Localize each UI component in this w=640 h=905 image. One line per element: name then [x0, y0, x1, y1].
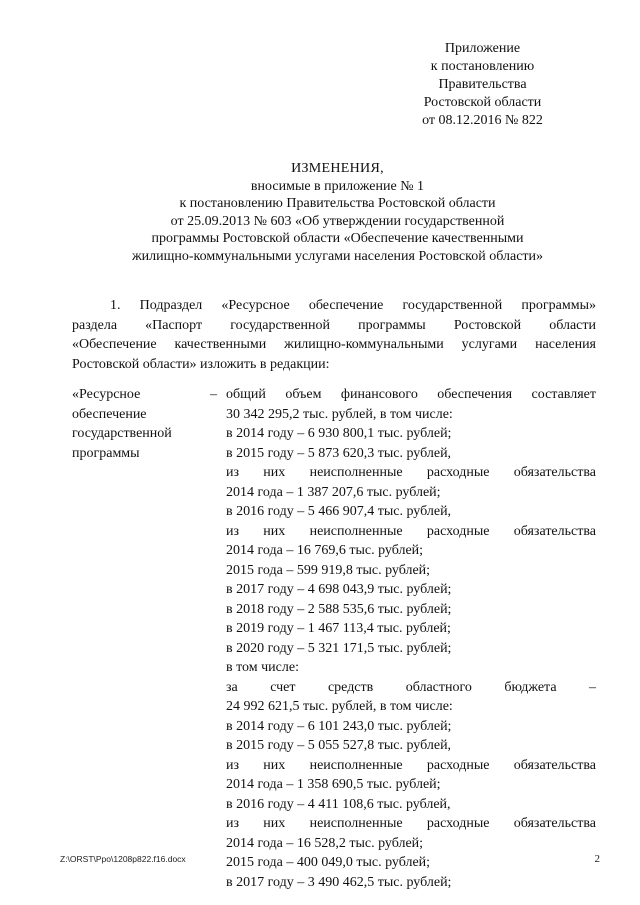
resource-dash: – [210, 387, 217, 402]
appendix-line: от 08.12.2016 № 822 [422, 113, 543, 128]
resource-label-line: программы [72, 445, 140, 461]
resource-line: из них неисполненные расходные обязательства [226, 816, 596, 831]
paragraph-line: 1. Подраздел «Ресурсное обеспечение государственной программы» [110, 298, 596, 313]
resource-label-line: государственной [72, 426, 172, 441]
resource-line: 2014 года – 1 387 207,6 тыс. рублей; [226, 484, 441, 500]
resource-line: в 2017 году – 4 698 043,9 тыс. рублей; [226, 582, 452, 597]
resource-line: 2014 года – 1 358 690,5 тыс. рублей; [226, 777, 441, 792]
resource-line: из них неисполненные расходные обязательства [226, 757, 596, 773]
appendix-line: к постановлению [430, 59, 535, 74]
resource-line: в 2020 году – 5 321 171,5 тыс. рублей; [226, 640, 452, 656]
resource-line: 2014 года – 16 769,6 тыс. рублей; [226, 543, 424, 558]
paragraph-line: раздела «Паспорт государственной программы Ростовской области [72, 317, 596, 333]
title-line: программы Ростовской области «Обеспечение качественными [151, 231, 524, 246]
paragraph-line: «Обеспечение качественными жилищно-коммунальными услугами населения [72, 337, 596, 352]
paragraph-line: Ростовской области» изложить в редакции: [72, 356, 330, 372]
title-line: вносимые в приложение № 1 [250, 178, 425, 194]
resource-line: 2015 года – 400 049,0 тыс. рублей; [226, 855, 431, 870]
appendix-line: Ростовской области [423, 95, 542, 110]
title-line: к постановлению Правительства Ростовской области [179, 196, 496, 211]
resource-line: в 2017 году – 3 490 462,5 тыс. рублей; [226, 874, 452, 890]
resource-line: в том числе: [226, 660, 299, 675]
resource-line: в 2014 году – 6 930 800,1 тыс. рублей; [226, 426, 452, 441]
file-path: Z:\ORST\Ppo\1208p822.f16.docx [60, 854, 186, 864]
appendix-header [400, 40, 565, 130]
resource-line: из них неисполненные расходные обязательства [226, 465, 596, 480]
resource-label [72, 385, 202, 463]
appendix-line: Приложение [444, 41, 521, 56]
resource-line: за счет средств областного бюджета – [226, 679, 596, 695]
title-line: от 25.09.2013 № 603 «Об утверждении государственной [170, 213, 505, 229]
title-heading: ИЗМЕНЕНИЯ, [291, 161, 384, 176]
resource-line: в 2014 году – 6 101 243,0 тыс. рублей; [226, 718, 452, 734]
resource-line: 30 342 295,2 тыс. рублей, в том числе: [226, 406, 453, 422]
appendix-line: Правительства [438, 77, 527, 92]
resource-line: общий объем финансового обеспечения составляет [226, 387, 596, 402]
resource-line: 2014 года – 16 528,2 тыс. рублей; [226, 835, 424, 851]
resource-line: 2015 года – 599 919,8 тыс. рублей; [226, 562, 431, 578]
document-title [60, 160, 615, 265]
resource-line: в 2015 году – 5 873 620,3 тыс. рублей, [226, 445, 452, 461]
resource-line: в 2016 году – 5 466 907,4 тыс. рублей, [226, 504, 452, 519]
page-number: 2 [594, 853, 600, 865]
title-line: жилищно-коммунальными услугами населения Ростовской области» [131, 248, 544, 264]
resource-line: в 2016 году – 4 411 108,6 тыс. рублей, [226, 796, 451, 812]
resource-label-line: «Ресурсное [72, 387, 141, 402]
resource-line: в 2015 году – 5 055 527,8 тыс. рублей, [226, 738, 452, 753]
paragraph-1 [72, 296, 596, 374]
resource-line: в 2018 году – 2 588 535,6 тыс. рублей; [226, 601, 452, 617]
resource-line: 24 992 621,5 тыс. рублей, в том числе: [226, 699, 453, 714]
resource-line: из них неисполненные расходные обязательства [226, 523, 596, 539]
resource-label-line: обеспечение [72, 406, 147, 422]
resource-line: в 2019 году – 1 467 113,4 тыс. рублей; [226, 621, 451, 636]
resource-body [226, 385, 596, 892]
